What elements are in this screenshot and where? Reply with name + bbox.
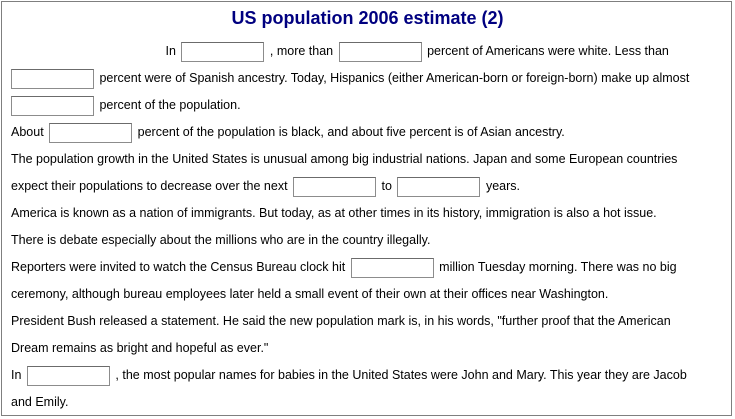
text-line-10: [11, 281, 723, 308]
blank-population-millions[interactable]: [351, 258, 434, 278]
text-segment: Dream remains as bright and hopeful as ever.": [11, 341, 269, 355]
blank-black-percent[interactable]: [49, 123, 132, 143]
blank-spanish-percent[interactable]: [11, 69, 94, 89]
text-segment: percent of Americans were white. Less than: [427, 44, 669, 58]
text-segment: , more than: [269, 44, 334, 58]
text-line-4: [11, 119, 723, 146]
text-line-11: [11, 308, 723, 335]
text-line-6: [11, 173, 723, 200]
text-segment: In: [11, 368, 22, 382]
cloze-text: [11, 38, 723, 416]
text-line-2: [11, 65, 723, 92]
text-segment: expect their populations to decrease over the next: [11, 179, 288, 193]
text-line-5: [11, 146, 723, 173]
blank-years-to[interactable]: [397, 177, 480, 197]
text-line-14: [11, 389, 723, 416]
text-line-12: [11, 335, 723, 362]
text-segment: percent of the population.: [99, 98, 241, 112]
blank-year-2[interactable]: [27, 366, 110, 386]
text-segment: The population growth in the United States is unusual among big industrial nations. Japan and some European countries: [11, 152, 678, 166]
text-segment: America is known as a nation of immigrants. But today, as at other times in its history, immigration is also a hot issue.: [11, 206, 657, 220]
text-line-3: [11, 92, 723, 119]
text-segment: to: [381, 179, 392, 193]
text-line-9: [11, 254, 723, 281]
text-segment: There is debate especially about the millions who are in the country illegally.: [11, 233, 431, 247]
blank-year-1[interactable]: [181, 42, 264, 62]
text-segment: Reporters were invited to watch the Census Bureau clock hit: [11, 260, 346, 274]
text-segment: About: [11, 125, 44, 139]
text-line-13: [11, 362, 723, 389]
exercise-panel: [1, 1, 732, 416]
text-segment: , the most popular names for babies in the United States were John and Mary. This year they are Jacob: [115, 368, 687, 382]
text-line-1: [11, 38, 723, 65]
text-segment: President Bush released a statement. He said the new population mark is, in his words, "further proof that the American: [11, 314, 671, 328]
blank-years-from[interactable]: [293, 177, 376, 197]
text-line-7: [11, 200, 723, 227]
text-segment: and Emily.: [11, 395, 69, 409]
blank-hispanic-percent[interactable]: [11, 96, 94, 116]
text-segment: million Tuesday morning. There was no big: [439, 260, 677, 274]
text-segment: In: [165, 44, 176, 58]
text-segment: years.: [485, 179, 520, 193]
text-segment: percent were of Spanish ancestry. Today, Hispanics (either American-born or foreign-born) make up almost: [99, 71, 690, 85]
text-segment: ceremony, although bureau employees later held a small event of their own at their offices near Washington.: [11, 287, 609, 301]
text-line-8: [11, 227, 723, 254]
text-segment: percent of the population is black, and about five percent is of Asian ancestry.: [137, 125, 565, 139]
page-title: US population 2006 estimate (2): [231, 8, 504, 28]
blank-white-percent[interactable]: [339, 42, 422, 62]
